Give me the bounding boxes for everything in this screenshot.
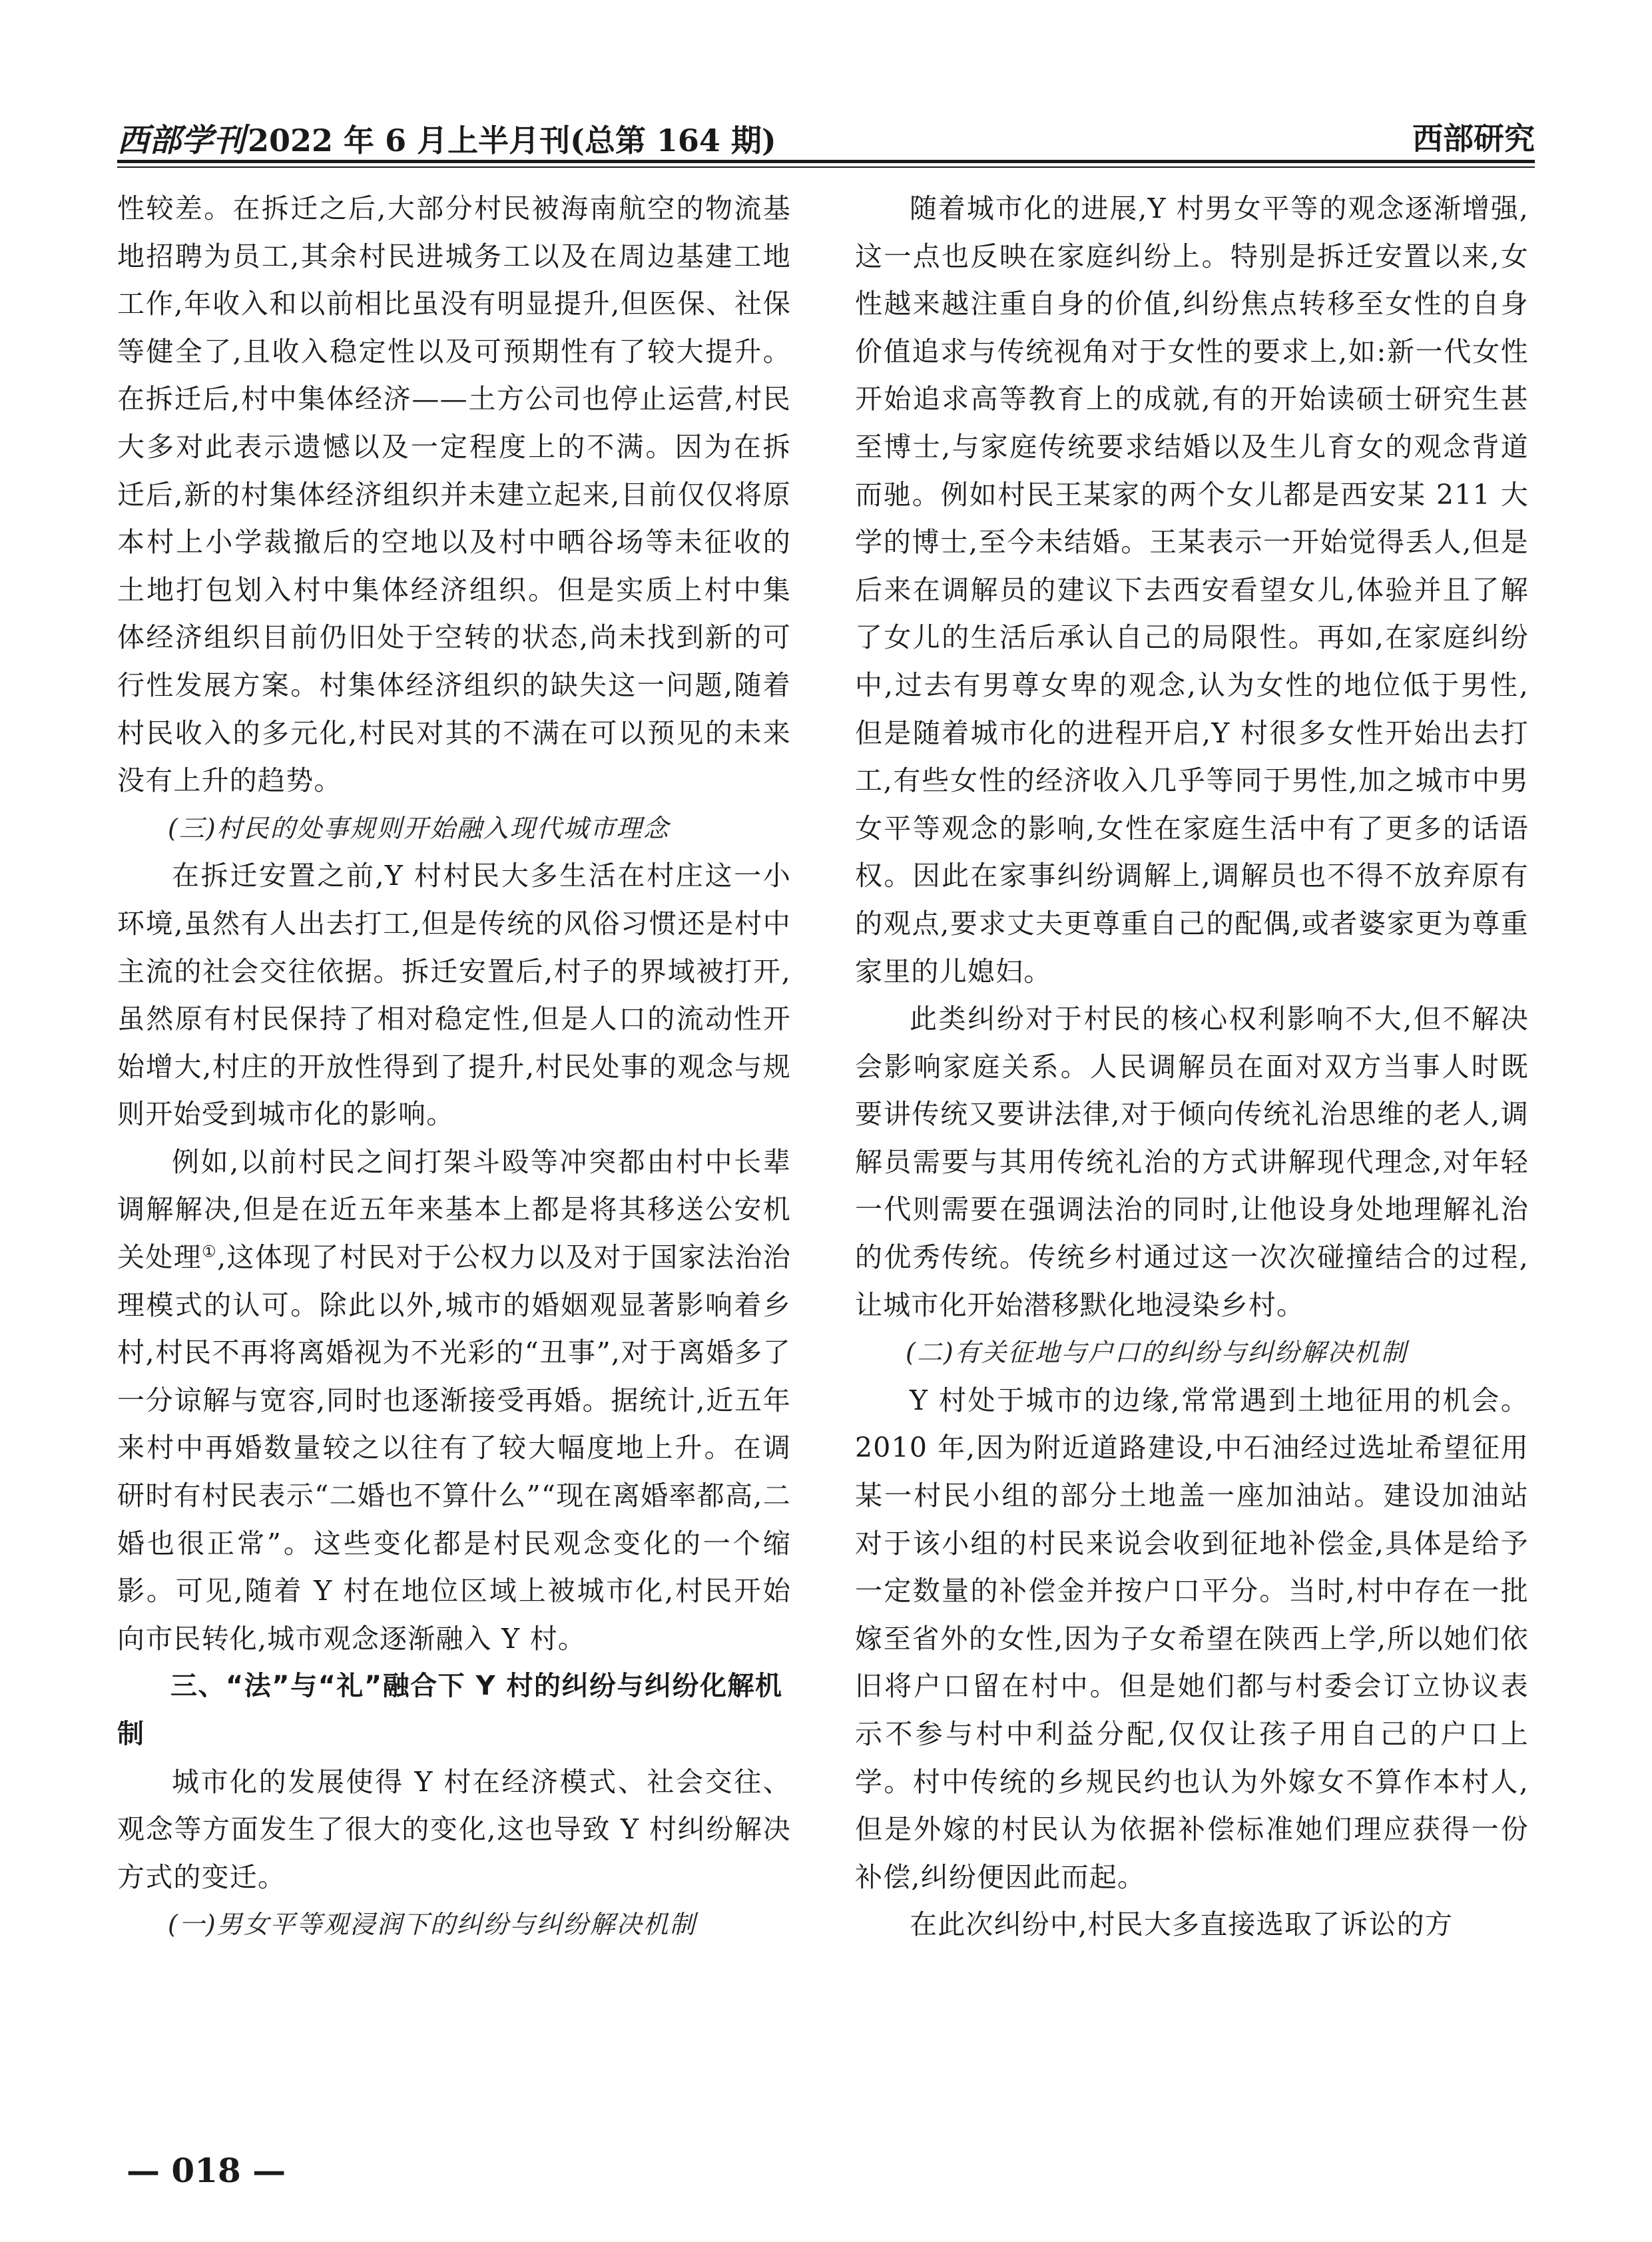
issue-info: 2022 年 6 月上半月刊(总第 164 期) (248, 123, 776, 158)
paragraph-text: ,这体现了村民对于公权力以及对于国家法治治理模式的认可。除此以外,城市的婚姻观显著影响着乡村,村民不再将离婚视为不光彩的“丑事”,对于离婚多了一分谅解与宽容,同时也逐渐接受再婚。据统计,近五年来村中再婚数量较之以往有了较大幅度地上升。在调研时有村民表示“二婚也不算什么”“现在离婚率都高,二婚也很正常”。这些变化都是村民观念变化的一个缩影。可见,随着 Y 村在地位区域上被城市化,村民开始向市民转化,城市观念逐渐融入 Y 村。 (117, 1241, 791, 1655)
right-column (855, 185, 1529, 1949)
journal-issue-line (117, 115, 776, 160)
subsection-heading: (三)村民的处事规则开始融入现代城市理念 (168, 813, 670, 843)
section-name: 西部研究 (1412, 121, 1535, 156)
section-heading: 三、“法”与“礼”融合下 Y 村的纠纷与纠纷化解机制 (117, 1671, 783, 1749)
journal-logo: 西部学刊 (117, 122, 246, 159)
body-paragraph: 此类纠纷对于村民的核心权利影响不大,但不解决会影响家庭关系。人民调解员在面对双方当事人时既要讲传统又要讲法律,对于倾向传统礼治思维的老人,调解员需要与其用传统礼治的方式讲解现代理念,对年轻一代则需要在强调法治的同时,让他设身处地理解礼治的优秀传统。传统乡村通过这一次次碰撞结合的过程,让城市化开始潜移默化地浸染乡村。 (855, 1003, 1529, 1321)
subsection-heading: (二)有关征地与户口的纠纷与纠纷解决机制 (906, 1338, 1408, 1368)
footnote-marker: ① (202, 1242, 218, 1261)
header-rule-thick (117, 160, 1535, 163)
subsection-heading: (一)男女平等观浸润下的纠纷与纠纷解决机制 (168, 1910, 696, 1940)
body-paragraph: 城市化的发展使得 Y 村在经济模式、社会交往、观念等方面发生了很大的变化,这也导致 Y 村纠纷解决方式的变迁。 (117, 1765, 791, 1893)
body-paragraph: 随着城市化的进展,Y 村男女平等的观念逐渐增强,这一点也反映在家庭纠纷上。特别是拆迁安置以来,女性越来越注重自身的价值,纠纷焦点转移至女性的自身价值追求与传统视角对于女性的要求上,如:新一代女性开始追求高等教育上的成就,有的开始读硕士研究生甚至博士,与家庭传统要求结婚以及生儿育女的观念背道而驰。例如村民王某家的两个女儿都是西安某 211 大学的博士,至今未结婚。王某表示一开始觉得丢人,但是后来在调解员的建议下去西安看望女儿,体验并且了解了女儿的生活后承认自己的局限性。再如,在家庭纠纷中,过去有男尊女卑的观念,认为女性的地位低于男性,但是随着城市化的进程开启,Y 村很多女性开始出去打工,有些女性的经济收入几乎等同于男性,加之城市中男女平等观念的影响,女性在家庭生活中有了更多的话语权。因此在家事纠纷调解上,调解员也不得不放弃原有的观点,要求丈夫更尊重自己的配偶,或者婆家更为尊重家里的儿媳妇。 (855, 192, 1529, 987)
running-header (117, 107, 1535, 160)
body-paragraph: Y 村处于城市的边缘,常常遇到土地征用的机会。2010 年,因为附近道路建设,中石油经过选址希望征用某一村民小组的部分土地盖一座加油站。建设加油站对于该小组的村民来说会收到征地补偿金,具体是给予一定数量的补偿金并按户口平分。当时,村中存在一批嫁至省外的女性,因为子女希望在陕西上学,所以她们依旧将户口留在村中。但是她们都与村委会订立协议表示不参与村中利益分配,仅仅让孩子用自己的户口上学。村中传统的乡规民约也认为外嫁女不算作本村人,但是外嫁的村民认为依据补偿标准她们理应获得一份补偿,纠纷便因此而起。 (855, 1384, 1529, 1893)
left-column (117, 185, 791, 1949)
body-paragraph: 在拆迁安置之前,Y 村村民大多生活在村庄这一小环境,虽然有人出去打工,但是传统的风俗习惯还是村中主流的社会交往依据。拆迁安置后,村子的界域被打开,虽然原有村民保持了相对稳定性,但是人口的流动性开始增大,村庄的开放性得到了提升,村民处事的观念与规则开始受到城市化的影响。 (117, 860, 791, 1131)
header-rule-thin (117, 166, 1535, 168)
body-paragraph (117, 1139, 791, 1663)
paragraph-text: 例如,以前村民之间打架斗殴等冲突都由村中长辈调解解决,但是在近五年来基本上都是将其移送公安机关处理 (117, 1145, 791, 1274)
body-paragraph: 在此次纠纷中,村民大多直接选取了诉讼的方 (910, 1908, 1454, 1941)
body-paragraph: 性较差。在拆迁之后,大部分村民被海南航空的物流基地招聘为员工,其余村民进城务工以及在周边基建工地工作,年收入和以前相比虽没有明显提升,但医保、社保等健全了,且收入稳定性以及可预期性有了较大提升。在拆迁后,村中集体经济——土方公司也停止运营,村民大多对此表示遗憾以及一定程度上的不满。因为在拆迁后,新的村集体经济组织并未建立起来,目前仅仅将原本村上小学裁撤后的空地以及村中晒谷场等未征收的土地打包划入村中集体经济组织。但是实质上村中集体经济组织目前仍旧处于空转的状态,尚未找到新的可行性发展方案。村集体经济组织的缺失这一问题,随着村民收入的多元化,村民对其的不满在可以预见的未来没有上升的趋势。 (117, 192, 791, 797)
page-number: — 018 — (127, 2151, 286, 2190)
